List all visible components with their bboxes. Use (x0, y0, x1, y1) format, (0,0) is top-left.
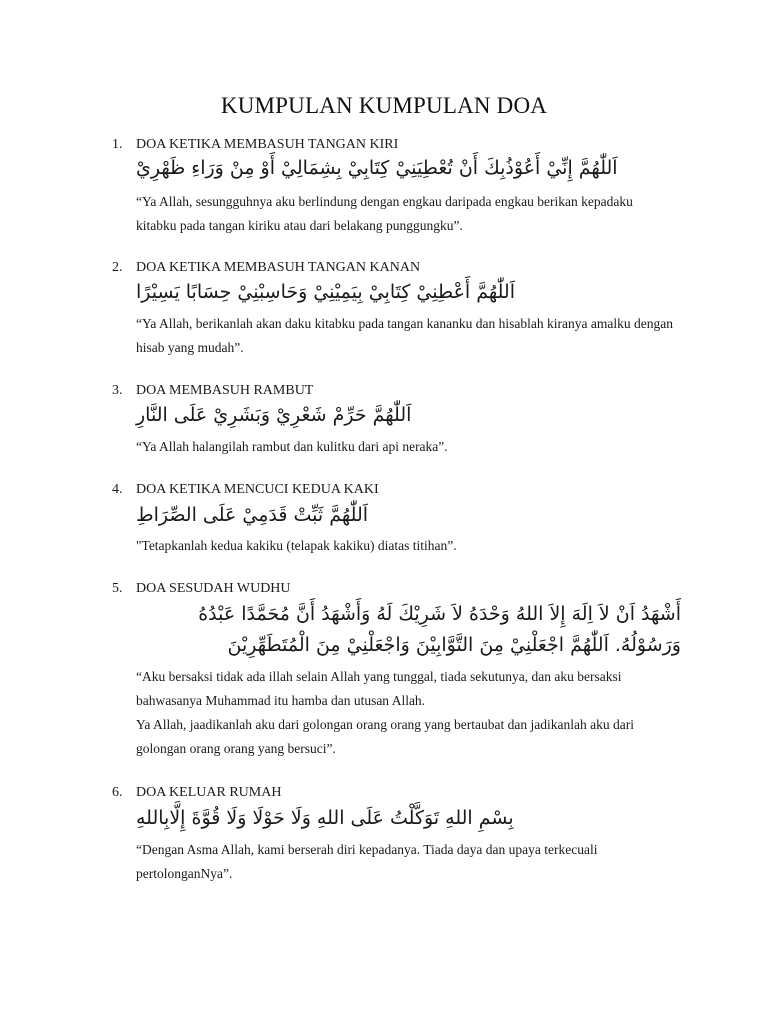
translation-paragraph: Ya Allah, jaadikanlah aku dari golongan orang orang yang bertaubat dan jadikanlah aku dari golongan orang orang yang bersuci”. (136, 717, 634, 756)
item-number: 6. (112, 785, 123, 800)
translation-text (136, 190, 676, 238)
arabic-text: بِسْمِ اللهِ تَوَكَّلْتُ عَلَى اللهِ وَلَا حَوْلَا وَلَا قُوَّةَ إِلَّابِاللهِ (136, 807, 514, 829)
translation-paragraph: “Ya Allah, sesungguhnya aku berlindung dengan engkau daripada engkau berikan kepadaku kitabku pada tangan kiriku atau dari belakang punggungku”. (136, 194, 633, 233)
prayer-heading: DOA MEMBASUH RAMBUT (136, 383, 314, 398)
translation-text (136, 665, 676, 761)
arabic-text: أَشْهَدُ اَنْ لاَ اِلَهَ إِلاَ اللهُ وَحْدَهُ لاَ شَرِيْكَ لَهُ وَأَشْهَدُ أَنَّ مُحَمَّدًا عَبْدُهُ وَرَسُوْلُهُ. اَللّٰهُمَّ اجْعَلْنِيْ مِنَ التَّوَّابِيْنَ وَاجْعَلْنِيْ مِنَ الْمُتَطَهِّرِيْنَ (198, 603, 681, 656)
translation-text (136, 534, 676, 558)
arabic-text: اَللّٰهُمَّ إِنِّيْ أَعُوْذُبِكَ أَنْ تُعْطِيَنِيْ كِتَابِيْ بِشِمَالِيْ أَوْ مِنْ وَرَاءِ ظَهْرِيْ (136, 157, 618, 179)
item-number: 4. (112, 482, 123, 497)
translation-paragraph: “Aku bersaksi tidak ada illah selain Allah yang tunggal, tiada sekutunya, dan aku bersaksi bahwasanya Muhammad itu hamba dan utusan Allah. (136, 669, 622, 708)
translation-paragraph: “Dengan Asma Allah, kami berserah diri kepadanya. Tiada daya dan upaya terkecuali pertolonganNya”. (136, 842, 598, 881)
translation-text (136, 312, 676, 360)
prayer-heading: DOA KETIKA MENCUCI KEDUA KAKI (136, 482, 379, 497)
translation-paragraph: “Ya Allah halangilah rambut dan kulitku dari api neraka”. (136, 439, 448, 454)
item-number: 5. (112, 581, 123, 596)
arabic-text: اَللّٰهُمَّ ثَبِّتْ قَدَمِيْ عَلَى الصِّرَاطِ (136, 504, 369, 526)
arabic-text: اَللّٰهُمَّ حَرِّمْ شَعْرِيْ وَبَشَرِيْ عَلَى النَّارِ (136, 404, 412, 426)
document-title: KUMPULAN KUMPULAN DOA (220, 93, 548, 118)
translation-paragraph: "Tetapkanlah kedua kakiku (telapak kakiku) diatas titihan”. (136, 538, 457, 553)
prayer-heading: DOA KETIKA MEMBASUH TANGAN KANAN (136, 260, 421, 275)
translation-paragraph: “Ya Allah, berikanlah akan daku kitabku pada tangan kananku dan hisablah kiranya amalku dengan hisab yang mudah”. (136, 316, 673, 355)
prayer-heading: DOA SESUDAH WUDHU (136, 581, 291, 596)
translation-text (136, 838, 676, 886)
translation-text (136, 435, 676, 459)
item-number: 2. (112, 260, 123, 275)
prayer-heading: DOA KETIKA MEMBASUH TANGAN KIRI (136, 137, 399, 152)
item-number: 3. (112, 383, 123, 398)
arabic-text: اَللّٰهُمَّ أَعْطِنِيْ كِتَابِيْ بِيَمِيْنِيْ وَحَاسِبْنِيْ حِسَابًا يَسِيْرًا (136, 281, 515, 303)
item-number: 1. (112, 137, 123, 152)
prayer-heading: DOA KELUAR RUMAH (136, 785, 282, 800)
